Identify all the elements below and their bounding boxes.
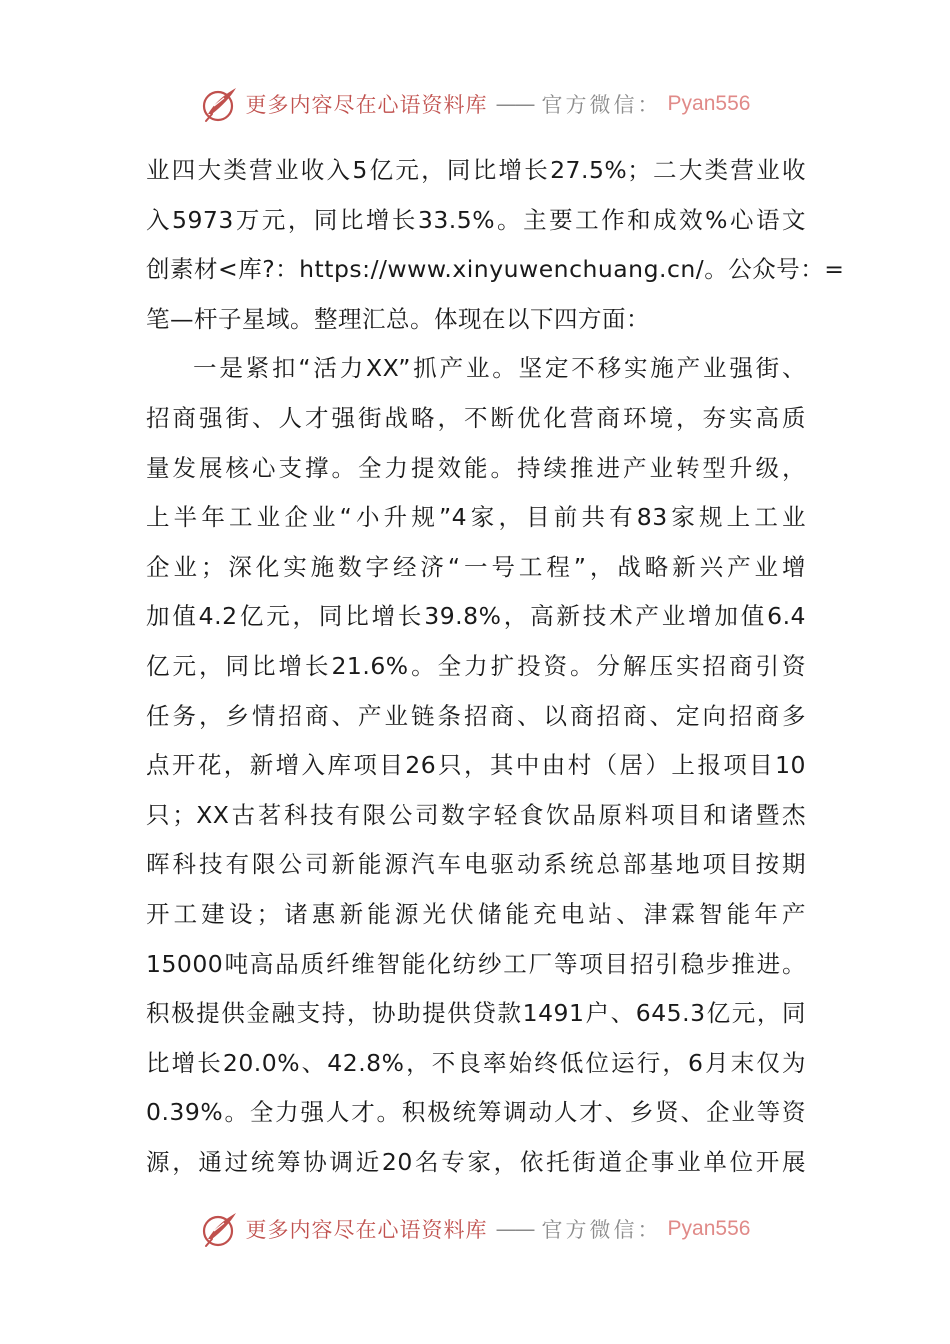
text-line: 积极提供金融支持，协助提供贷款1491户、645.3亿元，同 — [146, 999, 806, 1028]
text-line: 只；XX古茗科技有限公司数字轻食饮品原料项目和诸暨杰 — [146, 800, 806, 829]
text-line: 任务，乡情招商、产业链条招商、以商招商、定向招商多 — [146, 701, 806, 730]
text-line: 0.39%。全力强人才。积极统筹调动人才、乡贤、企业等资 — [146, 1098, 806, 1127]
text-line: 加值4.2亿元，同比增长39.8%，高新技术产业增加值6.4 — [146, 602, 806, 631]
body-text — [146, 146, 845, 1187]
banner-wechat-label: 官方微信： — [541, 1218, 662, 1242]
text-line: 比增长20.0%、42.8%，不良率始终低位运行，6月末仅为 — [146, 1048, 806, 1077]
text-line: 一是紧扣“活力XX”抓产业。坚定不移实施产业强街、 — [193, 354, 806, 383]
banner-main-text: 更多内容尽在心语资料库 — [245, 93, 488, 117]
text-line: 招商强街、人才强街战略，不断优化营商环境，夯实高质 — [146, 403, 806, 432]
text-line: 企业；深化实施数字经济“一号工程”，战略新兴产业增 — [146, 552, 806, 581]
banner-dash: —— — [495, 92, 534, 116]
text-line: 15000吨高品质纤维智能化纺纱工厂等项目招引稳步推进。 — [146, 949, 806, 978]
header-banner — [0, 82, 950, 126]
text-line: 笔—杆子星域。整理汇总。体现在以下四方面： — [146, 304, 650, 333]
text-line: 开工建设；诸惠新能源光伏储能充电站、津霖智能年产 — [146, 899, 806, 928]
text-line: 源，通过统筹协调近20名专家，依托街道企事业单位开展 — [146, 1147, 806, 1176]
text-line: 晖科技有限公司新能源汽车电驱动系统总部基地项目按期 — [146, 850, 806, 879]
banner-wechat-id: Pyan556 — [667, 92, 751, 115]
banner-wechat-label: 官方微信： — [541, 93, 662, 117]
quill-pen-logo-icon — [200, 1209, 240, 1249]
text-line: 点开花，新增入库项目26只，其中由村（居）上报项目10 — [146, 751, 806, 780]
text-line: 亿元，同比增长21.6%。全力扩投资。分解压实招商引资 — [146, 651, 806, 680]
text-line: 入5973万元，同比增长33.5%。主要工作和成效%心语文 — [146, 205, 806, 234]
quill-pen-logo-icon — [200, 84, 240, 124]
text-line: 创素材<库?：https://www.xinyuwenchuang.cn/。公众号：= — [146, 255, 845, 284]
footer-banner — [0, 1207, 950, 1251]
banner-dash: —— — [495, 1217, 534, 1241]
text-line: 量发展核心支撑。全力提效能。持续推进产业转型升级， — [146, 453, 806, 482]
banner-main-text: 更多内容尽在心语资料库 — [245, 1218, 488, 1242]
text-line: 上半年工业企业“小升规”4家，目前共有83家规上工业 — [146, 503, 806, 532]
banner-wechat-id: Pyan556 — [667, 1217, 751, 1240]
text-line: 业四大类营业收入5亿元，同比增长27.5%；二大类营业收 — [146, 156, 806, 184]
